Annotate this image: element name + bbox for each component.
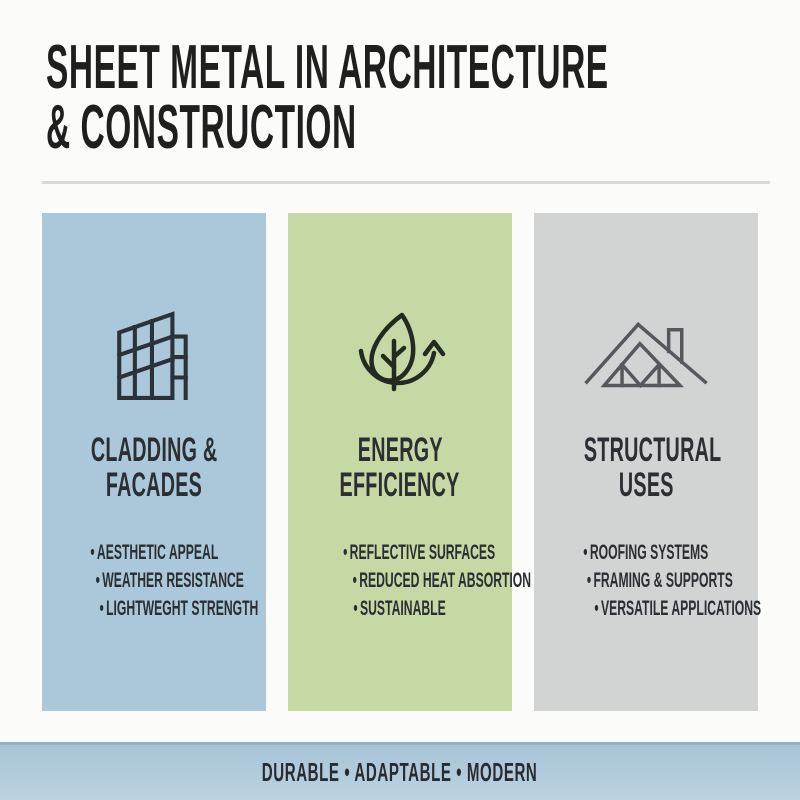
page-title-line-2: & CONSTRUCTION [46, 93, 357, 162]
leaf-recycle-icon [350, 308, 450, 402]
column-bullet-list [534, 539, 762, 623]
column-cladding-facades [42, 213, 266, 711]
facade-panels-icon [117, 310, 191, 400]
list-item: • SUSTAINABLE [353, 597, 447, 620]
feature-columns [42, 213, 762, 711]
bullet-dot: • [99, 597, 104, 620]
bullet-dot: • [353, 597, 359, 620]
bullet-dot: • [352, 569, 357, 592]
column-title: STRUCTURAL USES [583, 431, 722, 504]
bullet-dot: • [343, 541, 348, 564]
list-item: • VERSATILE APPLICATIONS [594, 597, 762, 620]
header-divider [42, 181, 770, 184]
column-icon-slot [534, 305, 758, 405]
page-title-line-1: SHEET METAL IN ARCHITECTURE [46, 33, 609, 102]
list-item: • REDUCED HEAT ABSORTION [352, 569, 532, 592]
footer-tagline: DURABLE • ADAPTABLE • MODERN [262, 757, 538, 787]
roof-truss-icon [584, 321, 708, 389]
bullet-dot: • [583, 541, 588, 564]
list-item: • REFLECTIVE SURFACES [343, 541, 496, 564]
column-bullet-list [42, 539, 266, 623]
page-title [46, 33, 800, 162]
list-item: • LIGHTWEGHT STRENGTH [99, 597, 259, 620]
bullet-dot: • [95, 569, 100, 592]
bullet-dot: • [594, 597, 599, 620]
column-bullet-list [288, 539, 532, 623]
column-energy-efficiency [288, 213, 532, 711]
list-item: • FRAMING & SUPPORTS [586, 569, 733, 592]
column-icon-slot [42, 305, 266, 405]
column-title: ENERGY EFFICIENCY [339, 431, 461, 504]
column-title: CLADDING & FACADES [90, 431, 218, 504]
list-item: • WEATHER RESISTANCE [95, 569, 244, 592]
list-item: • ROOFING SYSTEMS [583, 541, 709, 564]
bullet-dot: • [90, 541, 95, 564]
column-structural-uses [534, 213, 762, 711]
footer-banner [0, 742, 800, 800]
bullet-dot: • [586, 569, 592, 592]
list-item: • AESTHETIC APPEAL [90, 541, 218, 564]
column-icon-slot [288, 305, 512, 405]
